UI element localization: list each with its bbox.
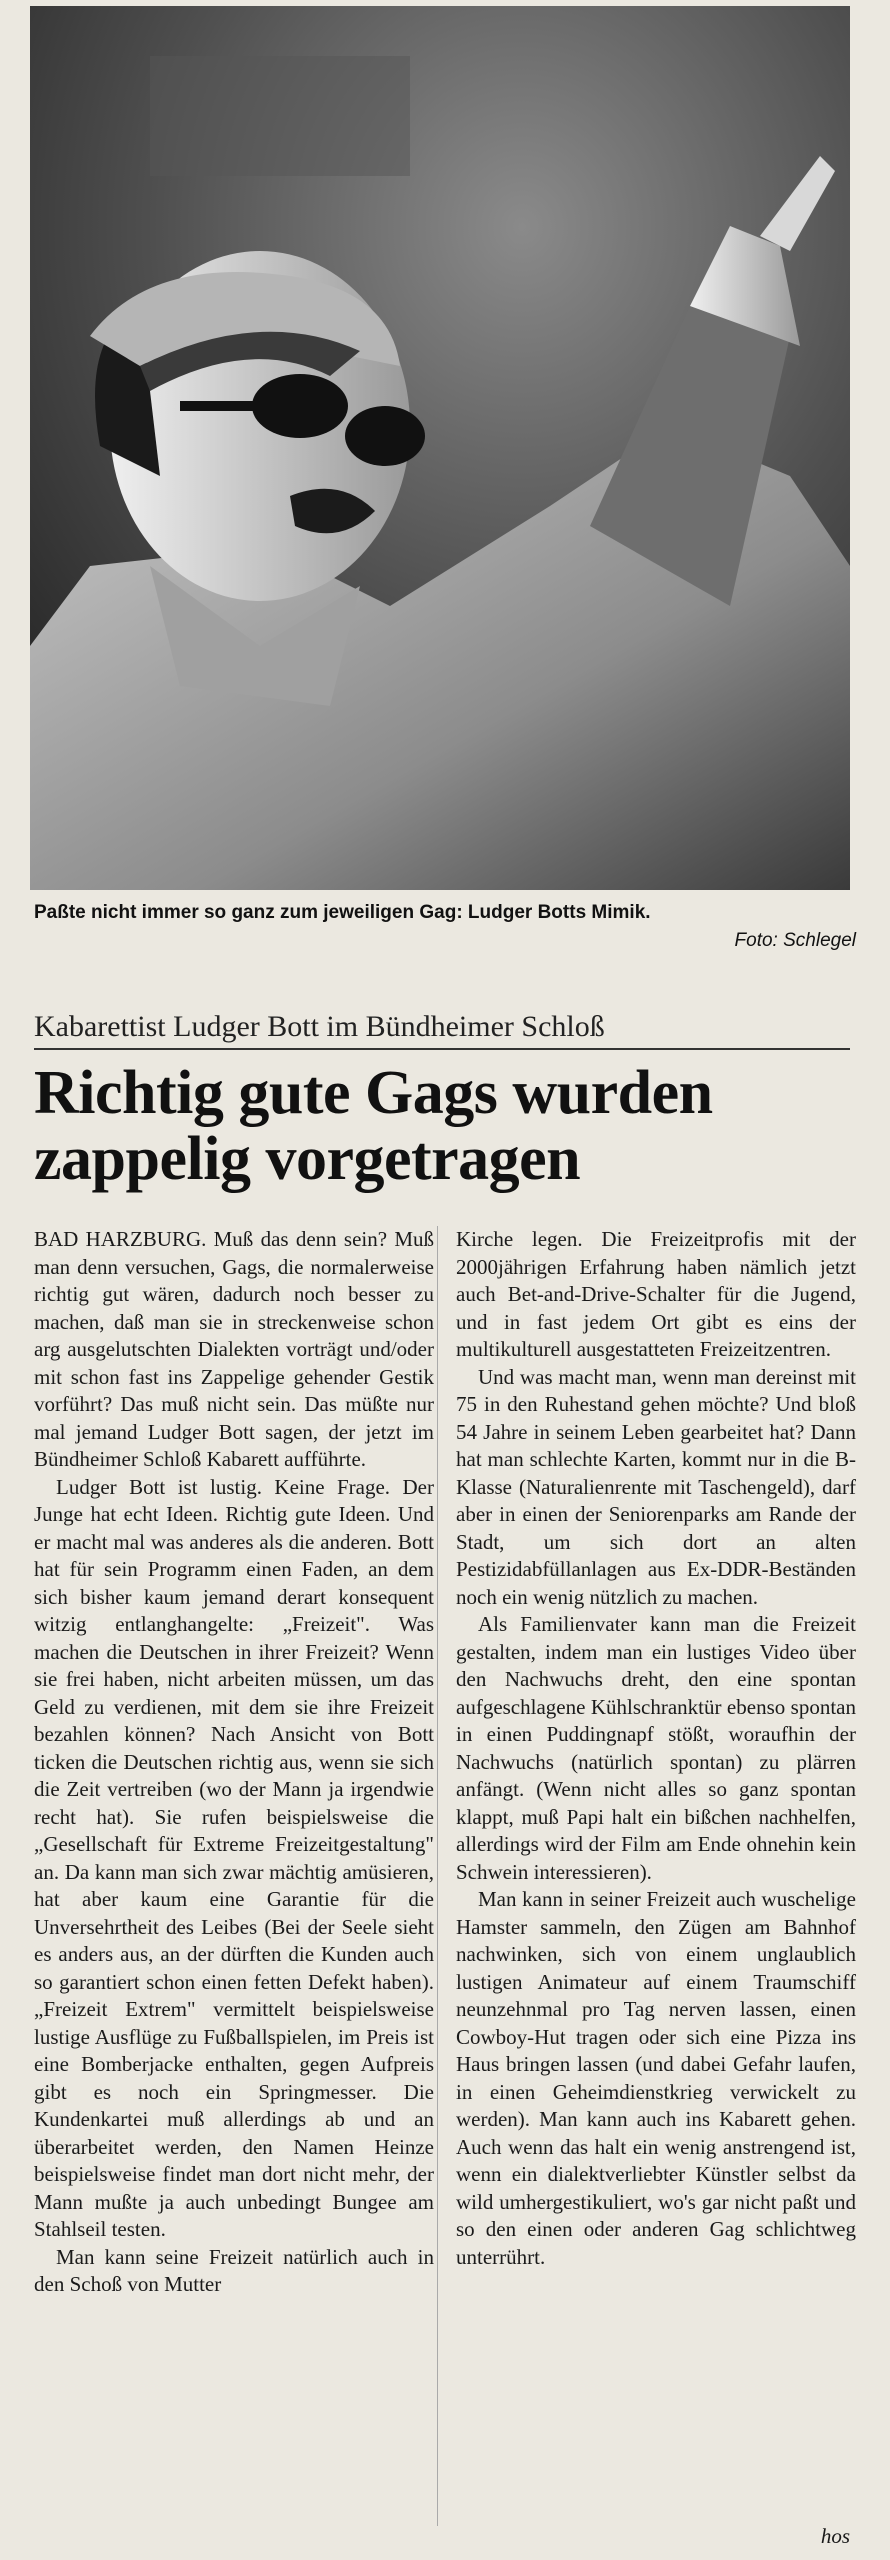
- paragraph: Man kann in seiner Freizeit auch wuschelige Hamster sammeln, den Zügen am Bahnhof nachwinken, sich von einem unglaublich lustigen Animateur auf einem Traumschiff neunzehnmal pro Tag nerven lassen, einen Cowboy-Hut tragen oder sich eine Pizza ins Haus bringen lassen (und dabei Gefahr laufen, in einen Geheimdienstkrieg verwickelt zu werden). Man kann auch ins Kabarett gehen. Auch wenn das halt ein wenig anstrengend ist, wenn ein dialektverliebter Künstler selbst da wild umhergestikuliert, wo's gar nicht paßt und so den einen oder anderen Gag schlichtweg unterrührt.: [456, 1887, 856, 2269]
- paragraph: Als Familienvater kann man die Freizeit gestalten, indem man ein lustiges Video über den Nachwuchs dreht, den eine spontan aufgeschlagene Kühlschranktür ebenso spontan in einen Puddingnapf stößt, woraufhin der Nachwuchs (natürlich spontan) zu plärren anfängt. (Wenn nicht alles so ganz spontan klappt, muß Papi halt ein bißchen nachhelfen, allerdings wird der Film am Ende ohnehin kein Schwein interessieren).: [456, 1612, 856, 1884]
- paragraph: Und was macht man, wenn man dereinst mit 75 in den Ruhestand gehen möchte? Und bloß 54 Jahre in seinem Leben gearbeitet hat? Dann hat man schlechte Karten, kommt nur in die B-Klasse (Naturalienrente mit Taschengeld), darf aber in einen der Seniorenparks am Rande der Stadt, um sich dort an alten Pestizidabfüllanlagen aus Ex-DDR-Beständen noch ein wenig nützlich zu machen.: [456, 1364, 856, 1609]
- article-column-1: [34, 1226, 434, 2299]
- performer-photo-illustration: [30, 6, 850, 890]
- paragraph: Man kann seine Freizeit natürlich auch in den Schoß von Mutter: [34, 2244, 434, 2296]
- photo-caption: Paßte nicht immer so ganz zum jeweiligen Gag: Ludger Botts Mimik.: [34, 902, 651, 923]
- paragraph: Kirche legen. Die Freizeitprofis mit der 2000jährigen Erfahrung haben nämlich jetzt auch Bet-and-Drive-Schalter für die Jugend, und in fast jedem Ort gibt es eins der multikulturell ausgestatteten Freizeitzentren.: [456, 1227, 856, 1361]
- photo-credit: Foto: Schlegel: [734, 930, 856, 951]
- article-kicker: Kabarettist Ludger Bott im Bündheimer Schloß: [34, 1010, 850, 1050]
- performer-photo: [30, 6, 850, 890]
- column-divider: [437, 1226, 438, 2526]
- paragraph: Ludger Bott ist lustig. Keine Frage. Der Junge hat echt Ideen. Richtig gute Ideen. Und er macht mal was anderes als die anderen. Bott hat für sein Programm einen Faden, an dem sich bisher kaum jemand derart konsequent witzig entlanghangelte: „Freizeit". Was machen die Deutschen in ihrer Freizeit? Wenn sie frei haben, nicht arbeiten müssen, um das Geld zu verdienen, mit dem sie ihre Freizeit bezahlen können? Nach Ansicht von Bott ticken die Deutschen richtig aus, wenn sie sich die Zeit vertreiben (wo der Mann ja irgendwie recht hat). Sie rufen beispielsweise die „Gesellschaft für Extreme Freizeitgestaltung" an. Da kann man sich zwar mächtig amüsieren, hat aber kaum eine Garantie für die Unversehrtheit des Leibes (Bei der Seele sieht es anders aus, an der dürften die Kunden auch so garantiert schon einen fetten Defekt haben). „Freizeit Extrem" vermittelt beispielsweise lustige Ausflüge zu Fußballspielen, im Preis ist eine Bomberjacke enthalten, gegen Aufpreis gibt es noch ein Springmesser. Die Kundenkartei muß allerdings ab und an überarbeitet werden, den Namen Heinze beispielsweise findet man dort nicht mehr, der Mann mußte ja auch unbedingt Bungee am Stahlseil testen.: [34, 1474, 434, 2241]
- author-byline: hos: [820, 2524, 850, 2548]
- article-headline: Richtig gute Gags wurden zappelig vorgetragen: [34, 1059, 713, 1193]
- article-column-2: [456, 1226, 856, 2271]
- paragraph: BAD HARZBURG. Muß das denn sein? Muß man denn versuchen, Gags, die normalerweise richtig gut wären, dadurch noch besser zu machen, daß man sie in streckenweise schon arg ausgelutschten Dialekten vorträgt und/oder mit schon fast ins Zappelige gehender Gestik vorführt? Das muß nicht sein. Das müßte nur mal jemand Ludger Bott sagen, der jetzt im Bündheimer Schloß Kabarett aufführte.: [34, 1227, 434, 1471]
